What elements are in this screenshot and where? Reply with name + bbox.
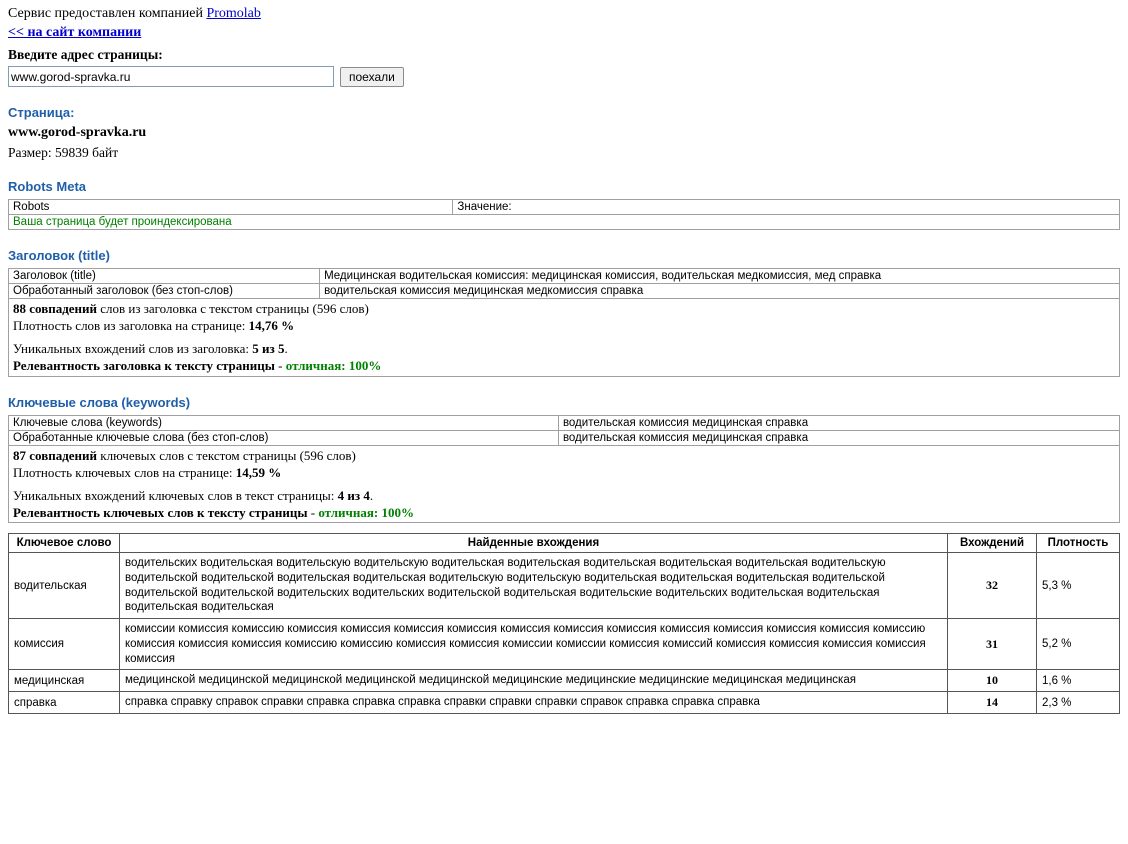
title-density-label: Плотность слов из заголовка на странице:	[13, 318, 249, 334]
keyword-occurrences-table	[8, 533, 1120, 714]
keywords-matches-line	[13, 447, 1115, 464]
title-unique-tail: .	[284, 341, 288, 357]
keywords-density-line	[13, 464, 1115, 481]
keywords-stats	[9, 445, 1120, 523]
title-matches-line	[13, 300, 1115, 317]
title-unique-line	[13, 340, 1115, 357]
keyword-word: справка	[9, 692, 120, 714]
table-row	[9, 284, 1120, 299]
url-input[interactable]	[8, 66, 334, 87]
keyword-count: 10	[948, 670, 1037, 692]
keywords-matches-count: 87 совпадений	[13, 447, 98, 463]
keywords-unique-tail: .	[369, 487, 374, 503]
keywords-density-value: 14,59 %	[235, 464, 282, 480]
keywords-section-heading: Ключевые слова (keywords)	[8, 394, 191, 410]
robots-status: Ваша страница будет проиндексирована	[9, 215, 1120, 230]
keywords-row2-value: водительская комиссия медицинская справка	[558, 430, 1119, 445]
robots-col-value: Значение:	[453, 200, 1120, 215]
back-to-site-link[interactable]: << на сайт компании	[8, 25, 142, 40]
keyword-word: медицинская	[9, 670, 120, 692]
title-section-heading: Заголовок (title)	[8, 248, 110, 263]
table-row	[9, 692, 1120, 714]
col-header-count: Вхождений	[948, 534, 1037, 553]
keyword-density: 2,3 %	[1037, 692, 1120, 714]
keywords-unique-label: Уникальных вхождений ключевых слов в текст страницы:	[13, 487, 338, 503]
title-table	[8, 268, 1120, 377]
keyword-count: 14	[948, 692, 1037, 714]
col-header-occurrences: Найденные вхождения	[120, 534, 948, 553]
table-row	[9, 299, 1120, 377]
title-density-line	[13, 317, 1115, 334]
keyword-word: водительская	[9, 553, 120, 619]
service-credit-line	[8, 6, 1120, 22]
keyword-density: 1,6 %	[1037, 670, 1120, 692]
col-header-density: Плотность	[1037, 534, 1120, 553]
title-matches-rest: слов из заголовка с текстом страницы (596 слов)	[97, 301, 369, 316]
keywords-row1-label: Ключевые слова (keywords)	[9, 415, 559, 430]
table-row	[9, 430, 1120, 445]
page-section-heading: Страница:	[8, 105, 75, 120]
table-row	[9, 415, 1120, 430]
table-header-row	[9, 534, 1120, 553]
title-relevance-value: отличная: 100%	[285, 358, 382, 374]
title-stats	[9, 299, 1120, 377]
title-matches-count: 88 совпадений	[13, 301, 98, 316]
keywords-table	[8, 415, 1120, 524]
table-row	[9, 619, 1120, 670]
keyword-occurrences: водительских водительская водительскую водительскую водительская водительская водительская водительская водительская водительскую водительской водительской водительская водительская водительскую водительскую водительская водительская водительская водительской водительской водительской водительских водительских водительской водительская водительские водительских водительская водительская водительская водительская	[120, 553, 948, 619]
table-row	[9, 445, 1120, 523]
keyword-occurrences: комиссии комиссия комиссию комиссия комиссия комиссия комиссия комиссия комиссия комиссия комиссия комиссия комиссия комиссия комиссию комиссия комиссия комиссия комиссию комиссию комиссия комиссия комиссии комиссии комиссия комиссий комиссия комиссия комиссия комиссия комиссия	[120, 619, 948, 670]
title-row2-value: водительская комиссия медицинская медкомиссия справка	[320, 284, 1120, 299]
promolab-link[interactable]: Promolab	[206, 6, 261, 21]
robots-meta-heading: Robots Meta	[8, 179, 86, 194]
title-row1-value: Медицинская водительская комиссия: медицинская комиссия, водительская медкомиссия, мед справка	[320, 269, 1120, 284]
keywords-row2-label: Обработанные ключевые слова (без стоп-слов)	[9, 430, 559, 445]
title-relevance-line	[13, 357, 1115, 374]
title-density-value: 14,76 %	[248, 318, 295, 334]
title-row2-label: Обработанный заголовок (без стоп-слов)	[9, 284, 320, 299]
keyword-occurrences: справка справку справок справки справка справка справка справки справки справки справок справка справка справка	[120, 692, 948, 714]
robots-col-name: Robots	[9, 200, 453, 215]
back-to-site-row	[8, 24, 1120, 41]
table-row	[9, 553, 1120, 619]
analyzed-page-url: www.gorod-spravka.ru	[8, 125, 147, 140]
page-size-text: Размер: 59839 байт	[8, 145, 119, 160]
url-form	[8, 66, 1120, 87]
robots-meta-table	[8, 199, 1120, 230]
title-unique-label: Уникальных вхождений слов из заголовка:	[13, 341, 253, 357]
keyword-count: 31	[948, 619, 1037, 670]
keywords-relevance-sep: -	[307, 505, 319, 521]
go-button[interactable]: поехали	[340, 67, 404, 87]
keywords-unique-line	[13, 487, 1115, 504]
keywords-matches-rest: ключевых слов с текстом страницы (596 слов)	[97, 447, 356, 463]
title-row1-label: Заголовок (title)	[9, 269, 320, 284]
service-credit-text: Сервис предоставлен компанией	[8, 6, 207, 21]
keywords-relevance-label: Релевантность ключевых слов к тексту страницы	[13, 505, 308, 521]
title-relevance-sep: -	[274, 358, 286, 374]
keywords-relevance-value: отличная: 100%	[318, 505, 414, 521]
table-row	[9, 215, 1120, 230]
keyword-density: 5,3 %	[1037, 553, 1120, 619]
title-relevance-label: Релевантность заголовка к тексту страницы	[13, 358, 275, 374]
table-row	[9, 670, 1120, 692]
keyword-word: комиссия	[9, 619, 120, 670]
keyword-density: 5,2 %	[1037, 619, 1120, 670]
col-header-keyword: Ключевое слово	[9, 534, 120, 553]
table-row	[9, 200, 1120, 215]
keywords-unique-value: 4 из 4	[337, 487, 370, 503]
keyword-occurrences: медицинской медицинской медицинской медицинской медицинской медицинские медицинские медицинские медицинская медицинская	[120, 670, 948, 692]
keyword-count: 32	[948, 553, 1037, 619]
table-row	[9, 269, 1120, 284]
keywords-relevance-line	[13, 504, 1115, 521]
title-unique-value: 5 из 5	[252, 341, 285, 357]
keywords-row1-value: водительская комиссия медицинская справка	[558, 415, 1119, 430]
url-form-label: Введите адрес страницы:	[8, 47, 163, 62]
keywords-density-label: Плотность ключевых слов на странице:	[13, 464, 236, 480]
